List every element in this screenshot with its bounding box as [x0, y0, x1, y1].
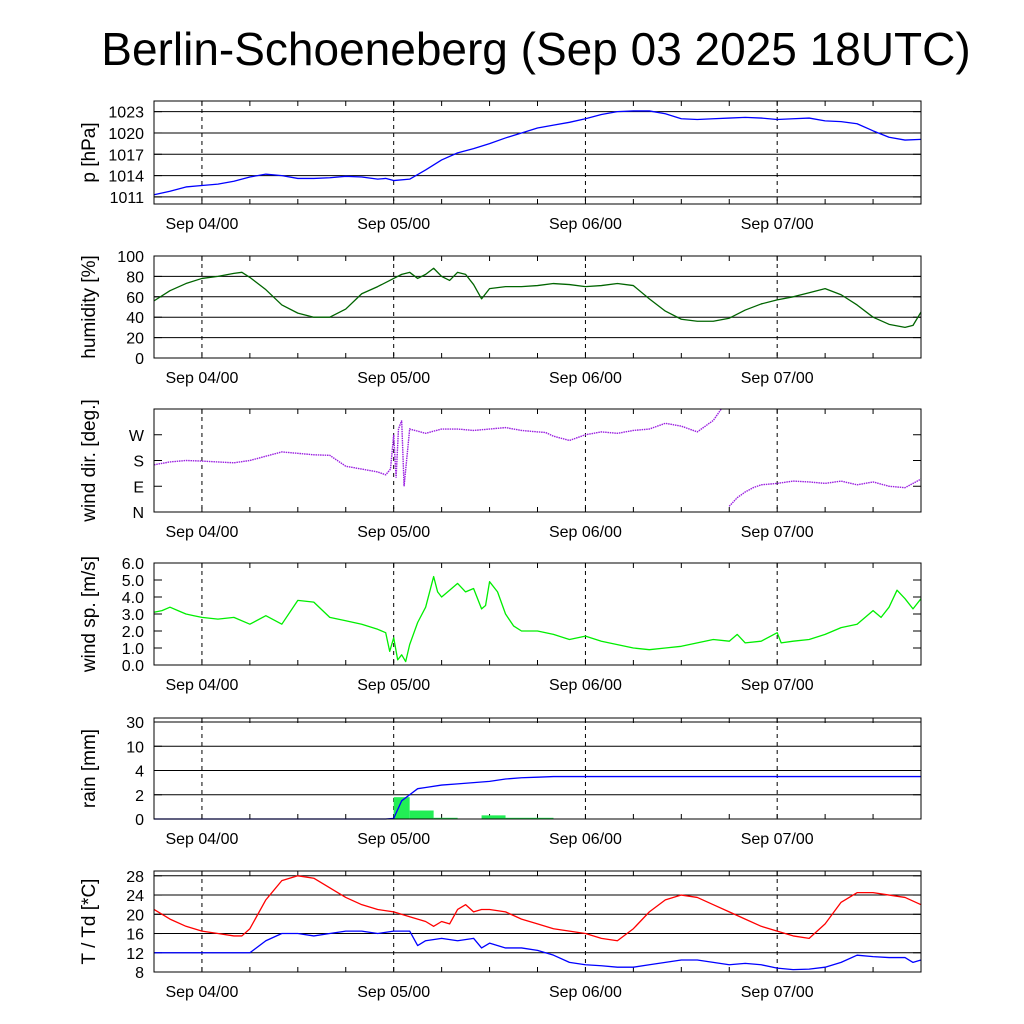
x-tick-label: Sep 07/00: [740, 677, 814, 694]
x-tick-label: Sep 05/00: [357, 216, 431, 233]
chart-title: Berlin-Schoeneberg (Sep 03 2025 18UTC): [101, 23, 971, 75]
x-tick-label: Sep 06/00: [548, 677, 622, 694]
y-tick-label: 100: [117, 249, 144, 266]
plot-frame: [154, 409, 921, 512]
x-tick-label: Sep 06/00: [548, 216, 622, 233]
y-tick-label: E: [133, 479, 144, 497]
panel-wind_dir: [79, 399, 921, 541]
y-tick-label: 24: [126, 888, 144, 906]
y-tick-label: 28: [126, 868, 144, 886]
x-tick-label: Sep 06/00: [548, 831, 622, 848]
y-tick-label: 1017: [108, 147, 144, 165]
y-tick-label: 1.0: [121, 641, 144, 658]
y-tick-label: 30: [126, 715, 144, 732]
series-line-Td: [154, 931, 921, 969]
x-tick-label: Sep 05/00: [357, 524, 431, 541]
x-tick-label: Sep 04/00: [165, 677, 239, 694]
y-axis-label: wind sp. [m/s]: [79, 555, 100, 673]
x-tick-label: Sep 07/00: [740, 831, 814, 848]
x-tick-label: Sep 04/00: [165, 984, 239, 1001]
y-tick-label: 80: [126, 269, 144, 287]
x-tick-label: Sep 06/00: [548, 524, 622, 541]
plot-frame: [154, 871, 921, 972]
x-tick-label: Sep 05/00: [357, 370, 431, 387]
y-tick-label: 1011: [109, 189, 144, 207]
y-tick-label: 40: [126, 310, 144, 328]
panel-rain: [79, 715, 921, 848]
x-tick-label: Sep 07/00: [740, 370, 814, 387]
x-tick-label: Sep 06/00: [548, 984, 622, 1001]
plot-frame: [154, 563, 921, 665]
y-tick-label: 12: [126, 945, 144, 963]
y-tick-label: 1014: [108, 168, 144, 186]
y-tick-label: N: [132, 505, 144, 522]
series-line-wind-direction: [729, 479, 921, 506]
y-tick-label: 8: [135, 965, 144, 982]
y-tick-label: 3.0: [121, 607, 144, 624]
y-axis-label: p [hPa]: [79, 122, 100, 183]
y-tick-label: 5.0: [121, 573, 144, 590]
series-line-wind-speed: [154, 577, 921, 662]
y-tick-label: 20: [126, 907, 144, 925]
y-axis-label: T / Td [*C]: [79, 878, 100, 965]
series-line-pressure: [154, 111, 921, 195]
y-axis-label: humidity [%]: [79, 255, 100, 359]
panel-pressure: [79, 101, 921, 233]
y-axis-label: rain [mm]: [79, 728, 100, 809]
x-tick-label: Sep 07/00: [740, 216, 814, 233]
panel-wind_sp: [79, 556, 921, 694]
x-tick-label: Sep 04/00: [165, 216, 239, 233]
rain-bar: [410, 811, 434, 819]
x-tick-label: Sep 04/00: [165, 370, 239, 387]
y-tick-label: 4.0: [121, 590, 144, 607]
x-tick-label: Sep 04/00: [165, 831, 239, 848]
x-tick-label: Sep 06/00: [548, 370, 622, 387]
plot-frame: [154, 101, 921, 204]
y-tick-label: 0: [135, 812, 144, 829]
y-tick-label: 60: [126, 289, 144, 307]
panel-temperature: [79, 869, 921, 1001]
series-line-T: [154, 876, 921, 941]
y-tick-label: 0: [135, 351, 144, 368]
y-tick-label: 16: [126, 926, 144, 944]
series-line-relative-humidity: [154, 268, 921, 327]
y-tick-label: 20: [126, 330, 144, 348]
x-tick-label: Sep 05/00: [357, 831, 431, 848]
y-tick-label: 4: [135, 763, 144, 781]
y-tick-label: W: [128, 427, 144, 445]
panel-humidity: [79, 249, 921, 387]
y-tick-label: 2: [135, 787, 144, 805]
x-tick-label: Sep 04/00: [165, 524, 239, 541]
rain-bar: [482, 815, 506, 819]
x-tick-label: Sep 05/00: [357, 677, 431, 694]
y-tick-label: S: [133, 453, 144, 471]
x-tick-label: Sep 07/00: [740, 984, 814, 1001]
y-tick-label: 0.0: [121, 658, 144, 675]
plot-frame: [154, 718, 921, 819]
y-tick-label: 10: [126, 739, 144, 757]
y-tick-label: 1020: [108, 125, 144, 143]
y-axis-label: wind dir. [deg.]: [79, 399, 100, 522]
x-tick-label: Sep 05/00: [357, 984, 431, 1001]
y-tick-label: 2.0: [121, 624, 144, 641]
x-tick-label: Sep 07/00: [740, 524, 814, 541]
y-tick-label: 1023: [108, 104, 144, 122]
series-line-accumulated-rain: [154, 777, 921, 819]
y-tick-label: 6.0: [121, 556, 144, 573]
plot-frame: [154, 256, 921, 358]
series-line-wind-direction: [154, 409, 721, 486]
